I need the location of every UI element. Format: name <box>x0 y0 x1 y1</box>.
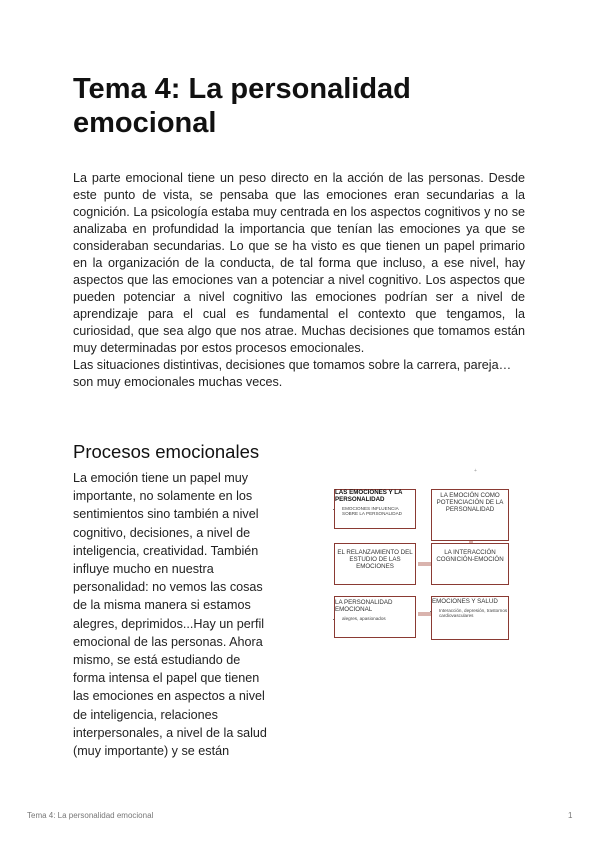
diagram-box-potenciacion <box>431 489 509 541</box>
diagram-box-item: • EMOCIONES INFLUENCIA SOBRE LA PERSONALIDAD <box>342 506 415 516</box>
diagram-box-title: LAS EMOCIONES Y LA PERSONALIDAD <box>335 489 403 503</box>
diagram-box-title: LA EMOCIÓN COMO POTENCIACIÓN DE LA PERSONALIDAD <box>436 492 504 513</box>
diagram-box-emociones-personalidad <box>334 489 416 529</box>
intro-text: La parte emocional tiene un peso directo en la acción de las personas. Desde este punto de vista, se pensaba que las emociones eran secundarias a la cognición. La psicología estaba muy centrada en los aspectos cognitivos y no se analizaba en profundidad la importancia que tenían las emociones ya que se consideraban secundarias. Lo que se ha visto es que tienen un papel primario en la organización de la conducta, de tal forma que incluso, a ese nivel, hay aspectos que las emociones van a potenciar a nivel cognitivo. Los aspectos que pueden potenciar a nivel cognitivo las emociones podrían ser a nivel de aprendizaje para el cual es fundamental el contexto que tengamos, la curiosidad, que sea algo que nos atrae. Muchas decisiones que tomamos están muy determinadas por estos procesos emocionales. <box>73 171 525 355</box>
diagram-marker: + <box>474 468 477 474</box>
section-paragraph: La emoción tiene un papel muy importante, no solamente en los sentimientos sino también a nivel cognitivo, decisiones, a nivel de inteligencia, creatividad. También influye mucho en nuestra personalidad: no vemos las cosas de la misma manera si estamos alegres, deprimidos...Hay un perfil emocional de las personas. Ahora mismo, se está estudiando de forma intensa el papel que tienen las emociones en aspectos a nivel de inteligencia, relaciones interpersonales, a nivel de la salud (muy importante) y se están <box>73 471 267 759</box>
diagram-box-list <box>439 608 508 618</box>
diagram-box-title: EMOCIONES Y SALUD <box>432 598 498 605</box>
diagram-box-emociones-salud <box>431 596 509 640</box>
page-footer: Tema 4: La personalidad emocional <box>27 811 154 820</box>
page-title: Tema 4: La personalidad emocional <box>73 73 411 139</box>
diagram-box-title: LA PERSONALIDAD EMOCIONAL <box>335 599 393 613</box>
section-heading: Procesos emocionales <box>73 441 260 462</box>
diagram-box-interaccion <box>431 543 509 585</box>
diagram-box-title: EL RELANZAMIENTO DEL ESTUDIO DE LAS EMOCIONES <box>337 549 413 570</box>
emotions-diagram <box>323 468 523 621</box>
diagram-box-personalidad-emocional <box>334 596 416 638</box>
intro-text-2: Las situaciones distintivas, decisiones que tomamos sobre la carrera, pareja…son muy emocionales muchas veces. <box>73 358 512 389</box>
diagram-box-list <box>342 616 415 621</box>
page-number: 1 <box>568 811 573 820</box>
diagram-box-item: • alegres, apasionados <box>342 616 415 621</box>
diagram-box-item: • Interacción, depresión, trastornos cardiovasculares <box>439 608 508 618</box>
diagram-box-list <box>342 506 415 516</box>
diagram-box-relanzamiento <box>334 543 416 585</box>
diagram-box-title: LA INTERACCIÓN COGNICIÓN-EMOCIÓN <box>436 549 504 563</box>
intro-paragraph <box>73 170 525 391</box>
